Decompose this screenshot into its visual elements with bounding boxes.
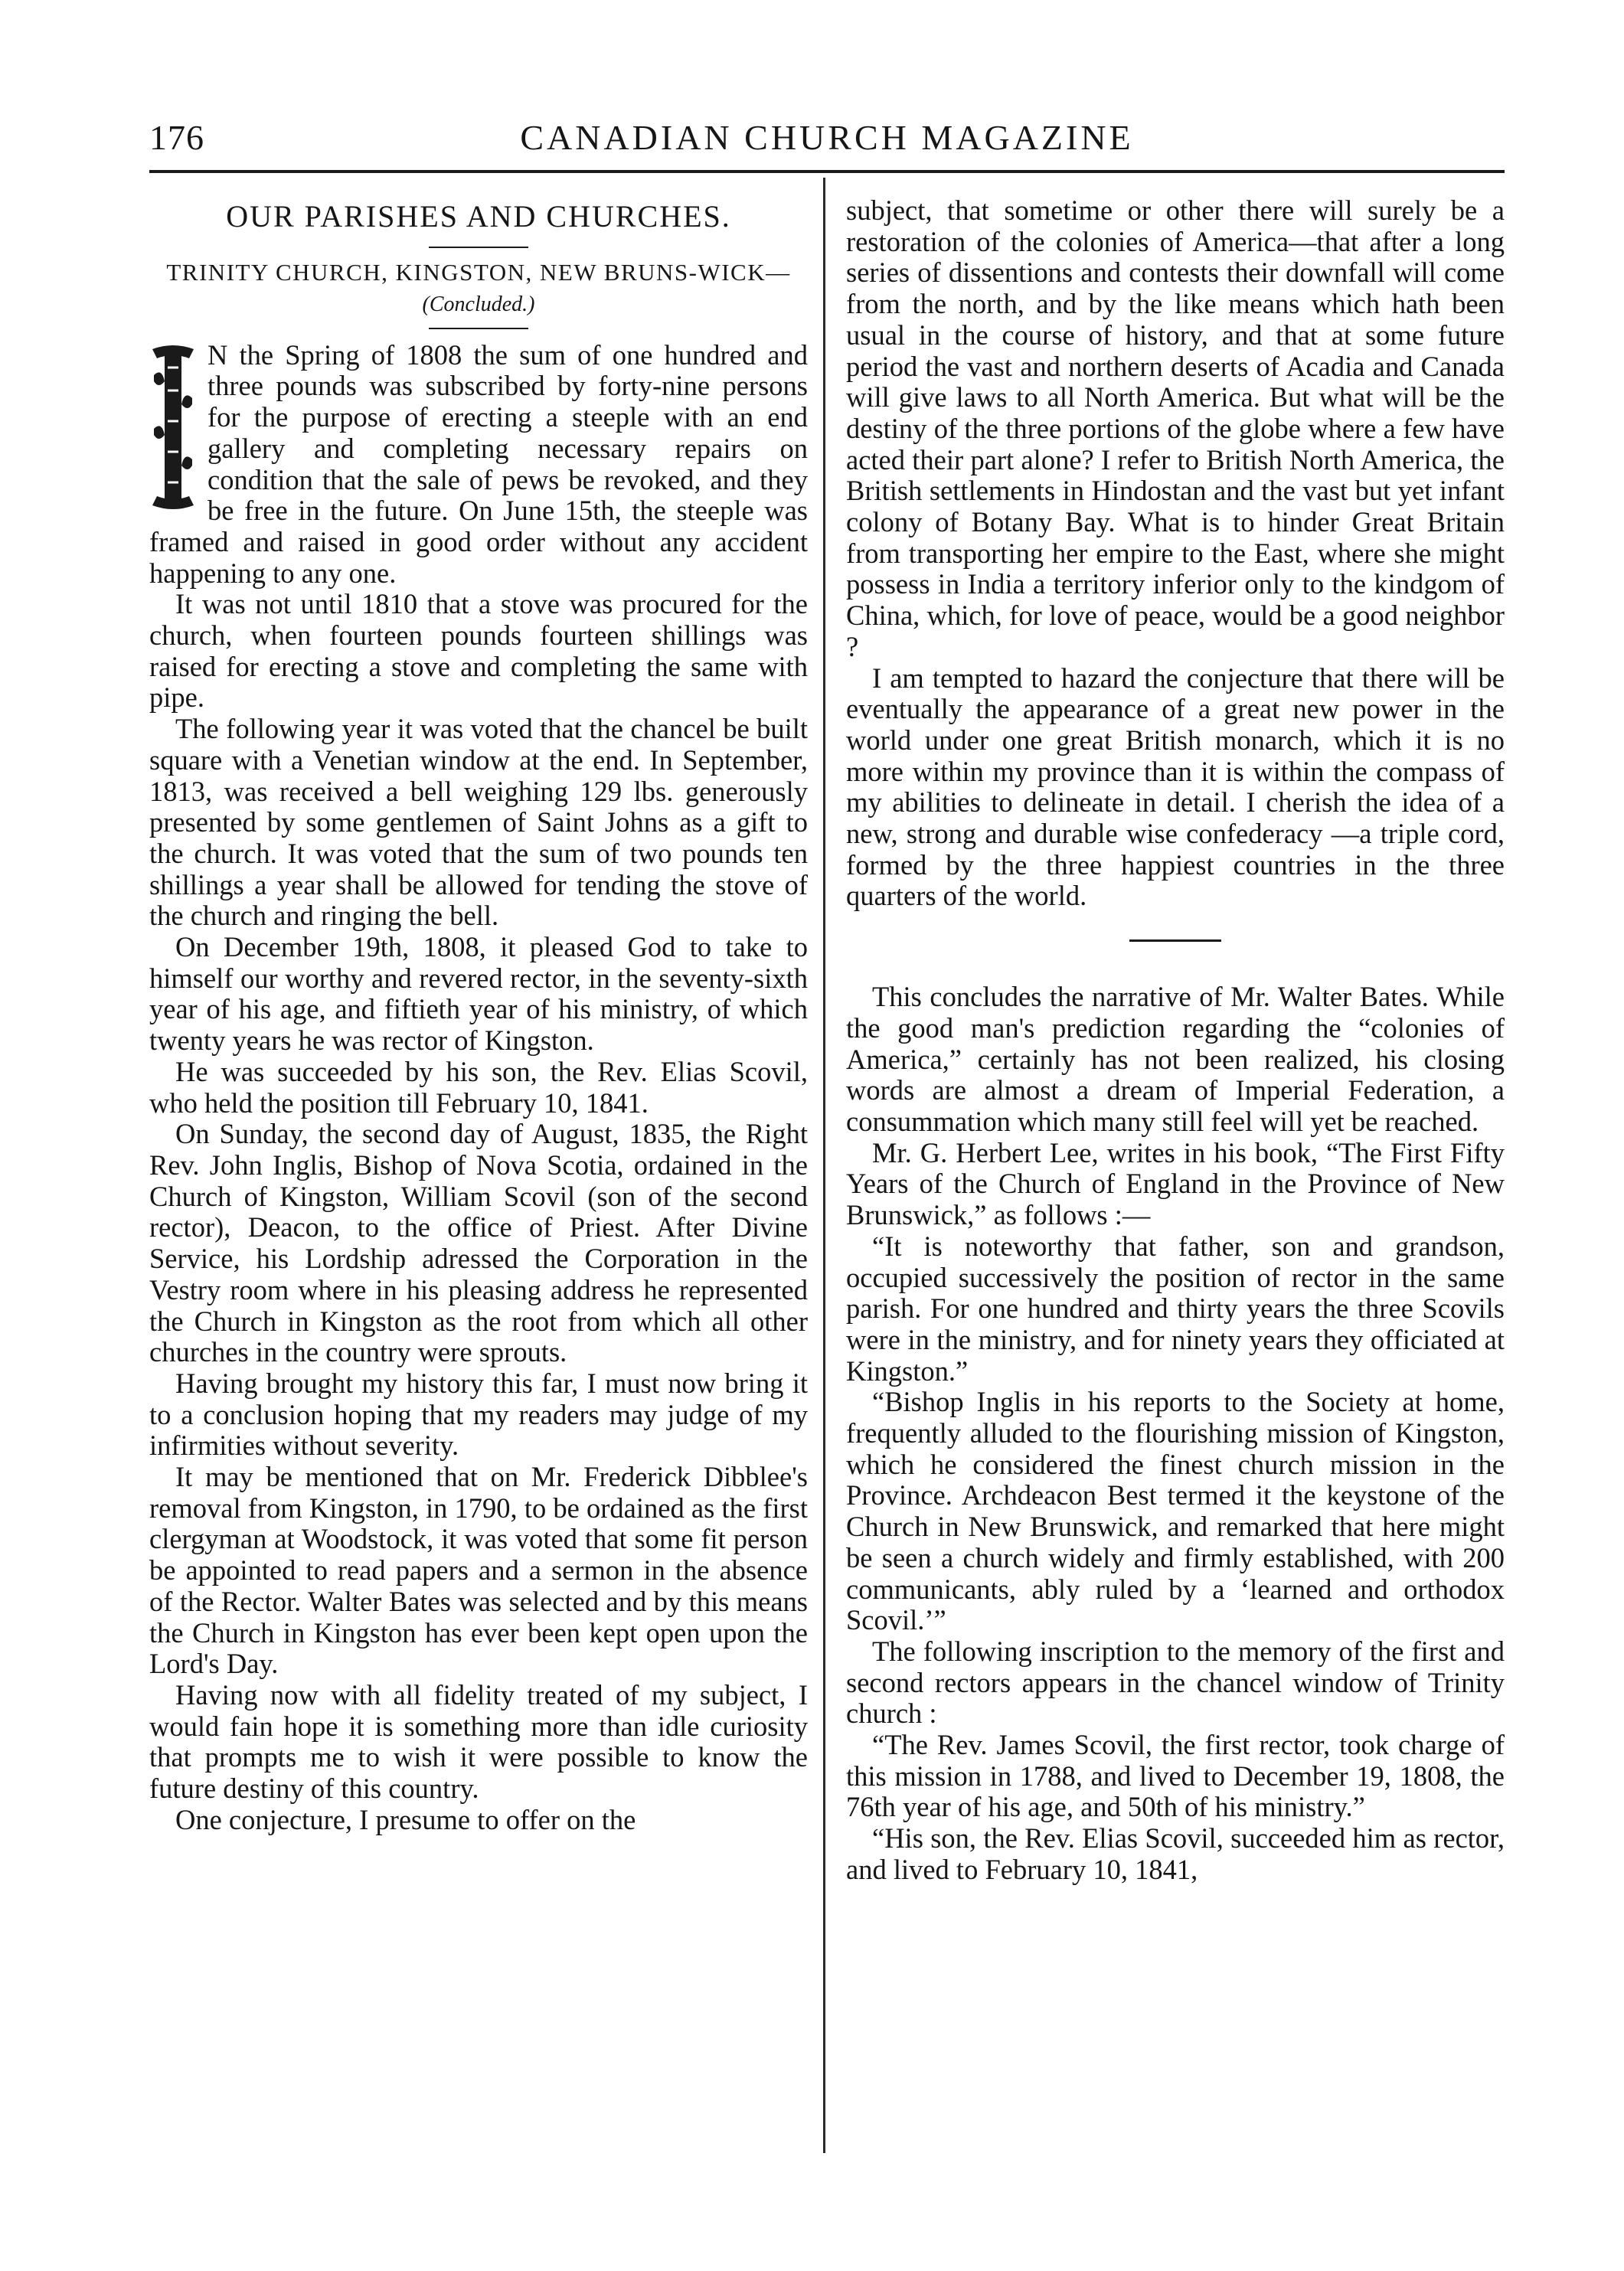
paragraph-2: It was not until 1810 that a stove was procured for the church, when fourteen pounds fourteen shillings was raised for erecting a stove and completing the same with pipe. (149, 588, 808, 714)
paragraph-8: It may be mentioned that on Mr. Frederick Dibblee's removal from Kingston, in 1790, to be ordained as the first clergyman at Woodstock, it was voted that some fit person be appointed to read papers and a sermon in the absence of the Rector. Walter Bates was selected and by this means the Church in Kingston has ever been kept open upon the Lord's Day. (149, 1461, 808, 1680)
paragraph-10: One conjecture, I presume to offer on the (175, 1803, 636, 1835)
article-subtitle (149, 257, 808, 320)
paragraph-5: He was succeeded by his son, the Rev. Elias Scovil, who held the position till February 10, 1841. (149, 1055, 808, 1119)
paragraph-16: “Bishop Inglis in his reports to the Society at home, frequently alluded to the flourishing mission of Kingston, which he considered the finest church mission in the Province. Archdeacon Best termed it the keystone of the Church in New Brunswick, and remarked that here might be seen a church widely and firmly established, with 200 communicants, ably ruled by a ‘learned and orthodox Scovil.’” (846, 1386, 1505, 1636)
running-title: CANADIAN CHURCH MAGAZINE (520, 118, 1134, 157)
paragraph-19: “His son, the Rev. Elias Scovil, succeeded him as rector, and lived to February 10, 1841, (846, 1822, 1505, 1885)
paragraph-12: I am tempted to hazard the conjecture that there will be eventually the appearance of a great new power in the world under one great British monarch, which it is no more within my province than it is within the compass of my abilities to delineate in detail. I cherish the idea of a new, strong and durable wise confederacy —a triple cord, formed by the three happiest countries in the three quarters of the world. (846, 662, 1505, 912)
section-separator (1129, 939, 1221, 942)
paragraph-11: subject, that sometime or other there will surely be a restoration of the colonies of America—that after a long series of dissentions and contests their downfall will come from the north, and by the like means which hath been usual in the course of history, and that at some future period the vast and northern deserts of Acadia and Canada will give laws to all North America. But what will be the destiny of the three portions of the globe where a few have acted their part alone? I refer to British North America, the British settlements in Hindostan and the vast but yet infant colony of Botany Bay. What is to hinder Great Britain from transporting her empire to the East, where she might possess in India a territory inferior only to the kindgom of China, which, for love of peace, would be a good neighbor ? (846, 194, 1505, 662)
paragraph-14: Mr. G. Herbert Lee, writes in his book, “The First Fifty Years of the Church of England in the Province of New Brunswick,” as follows :— (846, 1136, 1505, 1231)
ornamental-drop-cap (149, 345, 197, 510)
paragraph-3: The following year it was voted that the chancel be built square with a Venetian window at the end. In September, 1813, was received a bell weighing 129 lbs. generously presented by some gentlemen of Saint Johns as a gift to the church. It was voted that the sum of two pounds ten shillings a year shall be allowed for tending the stove of the church and ringing the bell. (149, 713, 808, 932)
column-divider (823, 178, 825, 2153)
left-column (149, 195, 808, 1835)
page-number: 176 (149, 118, 204, 157)
subtitle-text: TRINITY CHURCH, KINGSTON, NEW BRUNS-WICK— (166, 258, 791, 286)
subtitle-note: (Concluded.) (422, 292, 535, 316)
paragraph-13: This concludes the narrative of Mr. Walter Bates. While the good man's prediction regarding the “colonies of America,” certainly has not been realized, his closing words are almost a dream of Imperial Federation, a consummation which many still feel will yet be reached. (846, 981, 1505, 1137)
paragraph-7: Having brought my history this far, I must now bring it to a conclusion hoping that my readers may judge of my infirmities without severity. (149, 1367, 808, 1462)
paragraph-18: “The Rev. James Scovil, the first rector, took charge of this mission in 1788, and lived to December 19, 1808, the 76th year of his age, and 50th of his ministry.” (846, 1729, 1505, 1823)
paragraph-17: The following inscription to the memory of the first and second rectors appears in the chancel window of Trinity church : (846, 1635, 1505, 1730)
paragraph-6: On Sunday, the second day of August, 1835, the Right Rev. John Inglis, Bishop of Nova Scotia, ordained in the Church of Kingston, William Scovil (son of the second rector), Deacon, to the office of Priest. After Divine Service, his Lordship adressed the Corporation in the Vestry room where in his pleasing address he represented the Church in Kingston as the root from which all other churches in the country were sprouts. (149, 1118, 808, 1368)
header-rule (149, 170, 1505, 173)
page-header (149, 111, 1505, 172)
right-column (846, 195, 1505, 1886)
title-rule (429, 247, 528, 248)
paragraph-4: On December 19th, 1808, it pleased God to take to himself our worthy and revered rector, in the seventy-sixth year of his age, and fiftieth year of his ministry, of which twenty years he was rector of Kingston. (149, 931, 808, 1057)
paragraph-9: Having now with all fidelity treated of my subject, I would fain hope it is something more than idle curiosity that prompts me to wish it were possible to know the future destiny of this country. (149, 1678, 808, 1805)
paragraph-1: N the Spring of 1808 the sum of one hundred and three pounds was subscribed by forty-nine persons for the purpose of erecting a steeple with an end gallery and completing necessary repairs on condition that the sale of pews be revoked, and they be free in the future. On June 15th, the steeple was framed and raised in good order without any accident happening to any one. (149, 338, 808, 589)
section-title: OUR PARISHES AND CHURCHES. (226, 199, 731, 234)
paragraph-15: “It is noteworthy that father, son and grandson, occupied successively the position of rector in the same parish. For one hundred and thirty years the three Scovils were in the ministry, and for ninety years they officiated at Kingston.” (846, 1230, 1505, 1387)
subtitle-rule (429, 328, 528, 329)
